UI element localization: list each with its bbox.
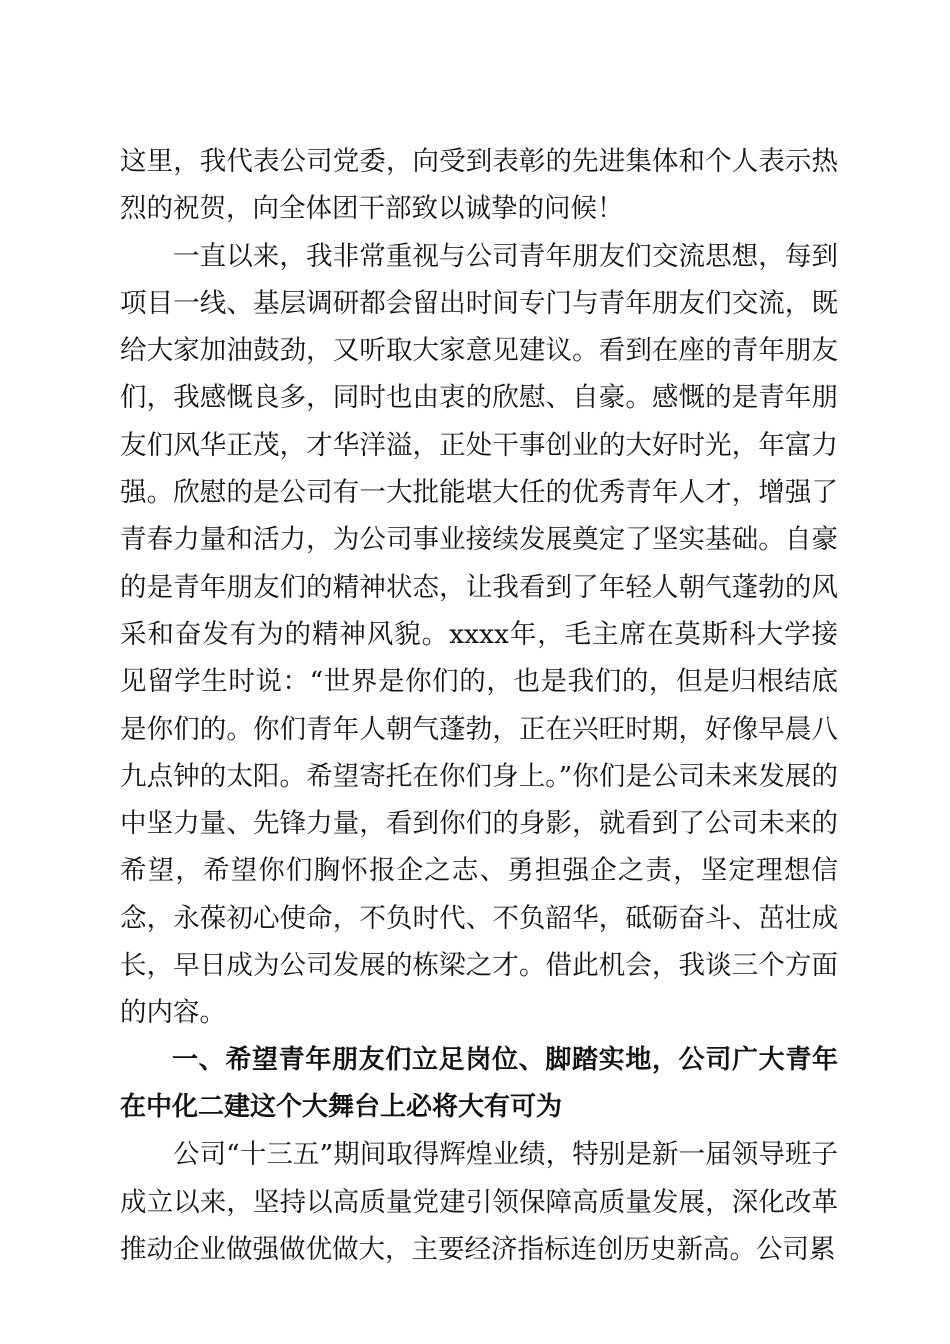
section-heading-one: 一、希望青年朋友们立足岗位、脚踏实地，公司广大青年在中化二建这个大舞台上必将大有可为	[120, 1044, 838, 1122]
paragraph-company-achievements: 公司“十三五”期间取得辉煌业绩，特别是新一届领导班子成立以来，坚持以高质量党建引领保障高质量发展，深化改革推动企业做强做优做大，主要经济指标连创历史新高。公司累	[120, 1139, 838, 1265]
document-body	[120, 138, 838, 1273]
paragraph-youth-exchange: 一直以来，我非常重视与公司青年朋友们交流思想，每到项目一线、基层调研都会留出时间专门与青年朋友们交流，既给大家加油鼓劲，又听取大家意见建议。看到在座的青年朋友们，我感慨良多，同时也由衷的欣慰、自豪。感慨的是青年朋友们风华正茂，才华洋溢，正处干事创业的大好时光，年富力强。欣慰的是公司有一大批能堪大任的优秀青年人才，增强了青春力量和活力，为公司事业接续发展奠定了坚实基础。自豪的是青年朋友们的精神状态，让我看到了年轻人朝气蓬勃的风采和奋发有为的精神风貌。xxxx年，毛主席在莫斯科大学接见留学生时说：“世界是你们的，也是我们的，但是归根结底是你们的。你们青年人朝气蓬勃，正在兴旺时期，好像早晨八九点钟的太阳。希望寄托在你们身上。”你们是公司未来发展的中坚力量、先锋力量，看到你们的身影，就看到了公司未来的希望，希望你们胸怀报企之志、勇担强企之责，坚定理想信念，永葆初心使命，不负时代、不负韶华，砥砺奋斗、茁壮成长，早日成为公司发展的栋梁之才。借此机会，我谈三个方面的内容。	[120, 240, 838, 1029]
paragraph-continuation: 这里，我代表公司党委，向受到表彰的先进集体和个人表示热烈的祝贺，向全体团干部致以诚挚的问候！	[120, 146, 838, 225]
